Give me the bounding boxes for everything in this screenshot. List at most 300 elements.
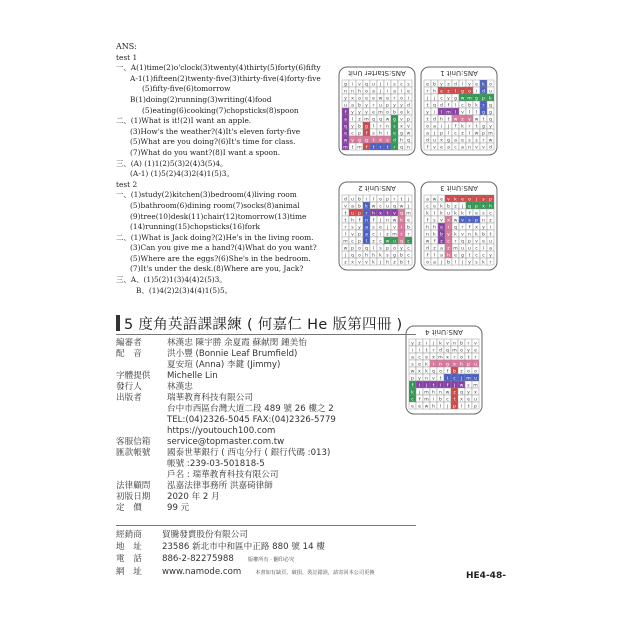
- test2-line: B、(1)4(2)2(3)4(4)1(5)5。: [136, 285, 233, 295]
- colophon-value: TEL:(04)2326-5045 FAX:(04)2326-5779: [167, 415, 336, 425]
- test1-line: 二、(1)What is it!(2)I want an apple.: [116, 116, 252, 126]
- puzzle-letter: l: [433, 253, 436, 259]
- puzzle-letter: r: [365, 211, 368, 217]
- puzzle-letter: z: [433, 246, 436, 252]
- puzzle-letter: r: [467, 341, 470, 347]
- test1-line: (A-1) (1)5(2)4(3)2(4)1(5)3。: [130, 169, 234, 179]
- puzzle-letter: m: [446, 110, 451, 116]
- puzzle-letter: u: [393, 239, 396, 245]
- puzzle-letter: a: [351, 103, 354, 109]
- puzzle-letter: q: [489, 117, 492, 123]
- puzzle-letter: g: [461, 253, 464, 259]
- puzzle-letter: q: [432, 369, 435, 375]
- puzzle-letter: r: [407, 232, 410, 238]
- puzzle-letter: p: [386, 197, 389, 203]
- puzzle-letter: w: [385, 117, 390, 123]
- puzzle-letter: h: [447, 253, 450, 259]
- puzzle-letter: a: [372, 89, 375, 95]
- puzzle-letter: i: [447, 225, 450, 231]
- puzzle-letter: h: [426, 225, 429, 231]
- colophon-row: [116, 349, 336, 360]
- puzzle-letter: l: [475, 110, 478, 116]
- puzzle-letter: z: [454, 204, 457, 210]
- puzzle-letter: a: [426, 197, 429, 203]
- puzzle-letter: o: [358, 96, 361, 102]
- puzzle-letter: s: [475, 138, 478, 144]
- puzzle-letter: q: [454, 225, 457, 231]
- puzzle-letter: h: [372, 211, 375, 217]
- puzzle-letter: h: [489, 204, 492, 210]
- puzzle-letter: q: [460, 390, 463, 396]
- puzzle-letter: n: [386, 218, 389, 224]
- colophon: [116, 338, 336, 514]
- puzzle-letter: e: [433, 204, 436, 210]
- puzzle-letter: v: [432, 376, 435, 382]
- puzzle-letter: z: [440, 239, 443, 245]
- puzzle-letter: o: [489, 82, 492, 88]
- puzzle-letter: n: [344, 89, 347, 95]
- puzzle-letter: w: [343, 138, 348, 144]
- puzzle-letter: p: [358, 131, 361, 137]
- publisher-label: 網 址: [116, 567, 142, 577]
- puzzle-grid-svg: [338, 181, 416, 271]
- puzzle-letter: c: [379, 204, 382, 210]
- colophon-value: 台中市西區台灣大道二段 489 號 26 樓之 2: [167, 404, 334, 414]
- puzzle-letter: k: [482, 82, 485, 88]
- puzzle-letter: q: [379, 117, 382, 123]
- puzzle-letter: g: [446, 362, 449, 368]
- puzzle-letter: o: [386, 110, 389, 116]
- puzzle-letter: o: [358, 246, 361, 252]
- puzzle-letter: f: [365, 131, 368, 137]
- puzzle-letter: u: [489, 89, 492, 95]
- puzzle-letter: j: [379, 260, 382, 266]
- puzzle-letter: i: [439, 383, 442, 389]
- puzzle-letter: g: [489, 110, 492, 116]
- puzzle-letter: l: [482, 246, 485, 252]
- puzzle-letter: i: [365, 197, 368, 203]
- puzzle-letter: y: [358, 225, 361, 231]
- colophon-row: [116, 459, 336, 470]
- puzzle-letter: h: [400, 138, 403, 144]
- puzzle-letter: g: [482, 110, 485, 116]
- puzzle-letter: u: [379, 103, 382, 109]
- puzzle-letter: x: [475, 225, 478, 231]
- puzzle-letter: j: [344, 253, 347, 259]
- puzzle-letter: z: [447, 89, 450, 95]
- puzzle-letter: a: [440, 246, 443, 252]
- puzzle-letter: p: [358, 211, 361, 217]
- puzzle-letter: j: [407, 204, 410, 210]
- puzzle-letter: t: [386, 211, 389, 217]
- puzzle-letter: k: [400, 218, 403, 224]
- colophon-label: 編審者: [116, 338, 142, 348]
- puzzle-letter: o: [426, 124, 429, 130]
- colophon-label: 定 價: [116, 503, 142, 513]
- puzzle-letter: h: [432, 390, 435, 396]
- puzzle-letter: c: [489, 211, 492, 217]
- puzzle-letter: v: [440, 218, 443, 224]
- puzzle-letter: m: [467, 96, 472, 102]
- puzzle-letter: o: [426, 260, 429, 266]
- puzzle-letter: a: [461, 145, 464, 151]
- colophon-value: 林漢忠: [167, 382, 193, 392]
- puzzle-letter: a: [440, 253, 443, 259]
- puzzle-letter: o: [379, 197, 382, 203]
- puzzle-letter: l: [433, 211, 436, 217]
- puzzle-letter: i: [432, 397, 435, 403]
- puzzle-letter: c: [407, 253, 410, 259]
- puzzle-letter: e: [440, 89, 443, 95]
- puzzle-letter: l: [372, 124, 375, 130]
- colophon-value: 99 元: [167, 503, 190, 513]
- publisher-value: 23586 新北市中和區中正路 880 號 14 樓: [162, 542, 325, 552]
- publisher-block: [116, 525, 416, 579]
- colophon-label: [116, 415, 167, 426]
- puzzle-letter: d: [344, 197, 347, 203]
- puzzle-letter: v: [393, 225, 396, 231]
- puzzle-letter: v: [433, 145, 436, 151]
- puzzle-letter: y: [426, 110, 429, 116]
- puzzle-letter: o: [474, 369, 477, 375]
- puzzle-letter: v: [393, 211, 396, 217]
- puzzle-letter: d: [426, 246, 429, 252]
- puzzle-letter: x: [432, 355, 435, 361]
- puzzle-letter: l: [372, 197, 375, 203]
- puzzle-letter: j: [461, 260, 464, 266]
- puzzle-letter: y: [467, 348, 470, 354]
- puzzle-letter: a: [433, 260, 436, 266]
- puzzle-letter: u: [474, 376, 477, 382]
- puzzle-letter: r: [454, 239, 457, 245]
- puzzle-letter: z: [461, 131, 464, 137]
- puzzle-letter: n: [425, 376, 428, 382]
- puzzle-letter: e: [393, 131, 396, 137]
- puzzle-letter: i: [400, 225, 403, 231]
- puzzle-letter: n: [468, 145, 471, 151]
- puzzle-letter: y: [365, 103, 368, 109]
- puzzle-letter: b: [407, 225, 410, 231]
- puzzle-letter: k: [461, 124, 464, 130]
- puzzle-letter: r: [400, 232, 403, 238]
- test1-line: 一、A(1)time(2)o'clock(3)twenty(4)thirty(5)forty(6)fifty: [116, 63, 321, 73]
- puzzle-letter: f: [468, 211, 471, 217]
- colophon-label: 初版日期: [116, 492, 151, 502]
- puzzle-letter: o: [365, 89, 368, 95]
- puzzle-letter: t: [372, 145, 375, 151]
- puzzle-letter: l: [400, 89, 403, 95]
- puzzle-letter: y: [400, 103, 403, 109]
- puzzle-letter: o: [393, 246, 396, 252]
- puzzle-letter: p: [386, 246, 389, 252]
- puzzle-letter: f: [426, 218, 429, 224]
- puzzle-letter: d: [426, 138, 429, 144]
- puzzle-letter: o: [400, 96, 403, 102]
- puzzle-letter: z: [418, 341, 421, 347]
- puzzle-letter: g: [358, 138, 361, 144]
- puzzle-letter: y: [468, 117, 471, 123]
- puzzle-letter: s: [475, 260, 478, 266]
- puzzle-letter: m: [343, 239, 348, 245]
- puzzle-letter: e: [344, 131, 347, 137]
- colophon-label: 法律顧問: [116, 481, 151, 491]
- puzzle-letter: k: [425, 369, 428, 375]
- puzzle-letter: y: [351, 110, 354, 116]
- puzzle-letter: l: [440, 110, 443, 116]
- puzzle-letter: i: [386, 89, 389, 95]
- puzzle-letter: b: [453, 369, 456, 375]
- puzzle-letter: j: [407, 197, 410, 203]
- puzzle-letter: w: [459, 383, 464, 389]
- puzzle-letter: w: [406, 131, 411, 137]
- puzzle-letter: m: [488, 131, 493, 137]
- puzzle-letter: u: [447, 211, 450, 217]
- puzzle-letter: f: [447, 103, 450, 109]
- puzzle-letter: t: [447, 117, 450, 123]
- puzzle-letter: q: [393, 204, 396, 210]
- puzzle-letter: z: [447, 82, 450, 88]
- puzzle-letter: n: [351, 89, 354, 95]
- test1-line: B(1)doing(2)running(3)writing(4)food: [130, 94, 272, 104]
- publisher-value: www.namode.com: [162, 567, 242, 577]
- puzzle-letter: u: [351, 211, 354, 217]
- puzzle-letter: k: [365, 204, 368, 210]
- puzzle-letter: y: [351, 138, 354, 144]
- colophon-value: https://youtouch100.com: [167, 426, 276, 436]
- puzzle-letter: i: [475, 89, 478, 95]
- puzzle-letter: p: [482, 96, 485, 102]
- puzzle-unit-2: [338, 181, 416, 271]
- puzzle-letter: y: [393, 103, 396, 109]
- puzzle-letter: t: [439, 376, 442, 382]
- colophon-value: 瑞華教育科技有限公司: [167, 393, 253, 403]
- puzzle-letter: h: [432, 404, 435, 410]
- puzzle-letter: n: [426, 232, 429, 238]
- colophon-row: [116, 426, 336, 437]
- puzzle-letter: g: [475, 96, 478, 102]
- puzzle-letter: x: [446, 355, 449, 361]
- puzzle-letter: n: [439, 362, 442, 368]
- puzzle-letter: k: [439, 341, 442, 347]
- puzzle-letter: w: [453, 117, 458, 123]
- puzzle-letter: p: [351, 246, 354, 252]
- puzzle-grid-svg: [338, 66, 416, 156]
- colophon-row: [116, 360, 336, 371]
- puzzle-letter: c: [400, 82, 403, 88]
- colophon-value: 2020 年 2 月: [167, 492, 220, 502]
- puzzle-letter: d: [393, 138, 396, 144]
- puzzle-starter-unit: [338, 66, 416, 156]
- puzzle-letter: e: [400, 110, 403, 116]
- puzzle-letter: v: [482, 145, 485, 151]
- puzzle-letter: t: [407, 260, 410, 266]
- colophon-row: [116, 371, 336, 382]
- puzzle-label: ANS:Unit 4: [425, 328, 463, 336]
- puzzle-letter: d: [440, 103, 443, 109]
- puzzle-letter: d: [433, 117, 436, 123]
- puzzle-letter: g: [365, 124, 368, 130]
- puzzle-letter: p: [440, 131, 443, 137]
- puzzle-letter: e: [425, 355, 428, 361]
- puzzle-letter: c: [426, 204, 429, 210]
- puzzle-letter: p: [474, 404, 477, 410]
- puzzle-letter: s: [482, 197, 485, 203]
- test2-line: (5)bathroom(6)dining room(7)socks(8)animal: [130, 200, 300, 210]
- puzzle-letter: u: [474, 397, 477, 403]
- puzzle-letter: j: [379, 218, 382, 224]
- puzzle-letter: a: [365, 225, 368, 231]
- puzzle-letter: h: [358, 89, 361, 95]
- puzzle-letter: x: [418, 369, 421, 375]
- puzzle-letter: e: [407, 89, 410, 95]
- puzzle-letter: k: [489, 96, 492, 102]
- puzzle-letter: y: [358, 110, 361, 116]
- puzzle-letter: j: [379, 82, 382, 88]
- puzzle-letter: x: [453, 362, 456, 368]
- puzzle-letter: z: [372, 239, 375, 245]
- puzzle-letter: h: [365, 253, 368, 259]
- colophon-row: [116, 503, 336, 514]
- puzzle-letter: q: [433, 103, 436, 109]
- puzzle-letter: y: [418, 376, 421, 382]
- puzzle-letter: v: [351, 232, 354, 238]
- puzzle-letter: p: [411, 376, 414, 382]
- answers-column: [116, 42, 336, 296]
- puzzle-letter: r: [432, 348, 435, 354]
- puzzle-letter: a: [344, 117, 347, 123]
- puzzle-letter: e: [440, 197, 443, 203]
- puzzle-letter: b: [460, 341, 463, 347]
- puzzle-letter: e: [379, 225, 382, 231]
- puzzle-letter: j: [460, 376, 463, 382]
- puzzle-letter: l: [447, 131, 450, 137]
- puzzle-letter: k: [454, 197, 457, 203]
- puzzle-letter: e: [454, 253, 457, 259]
- puzzle-letter: x: [351, 260, 354, 266]
- puzzle-letter: w: [424, 404, 429, 410]
- colophon-row: [116, 470, 336, 481]
- puzzle-letter: f: [454, 124, 457, 130]
- puzzle-letter: j: [426, 96, 429, 102]
- puzzle-letter: e: [386, 96, 389, 102]
- puzzle-letter: l: [461, 82, 464, 88]
- puzzle-letter: m: [343, 145, 348, 151]
- puzzle-letter: z: [460, 369, 463, 375]
- puzzle-letter: v: [344, 204, 347, 210]
- puzzle-letter: q: [446, 348, 449, 354]
- puzzle-letter: c: [351, 239, 354, 245]
- test1-line: (5)What are you doing?(6)It's time for class.: [130, 137, 296, 147]
- puzzle-letter: x: [447, 218, 450, 224]
- puzzle-letter: z: [461, 117, 464, 123]
- puzzle-letter: s: [468, 138, 471, 144]
- puzzle-letter: k: [440, 204, 443, 210]
- puzzle-letter: c: [475, 246, 478, 252]
- puzzle-letter: n: [365, 218, 368, 224]
- puzzle-letter: b: [439, 397, 442, 403]
- puzzle-letter: f: [446, 369, 449, 375]
- puzzle-letter: q: [468, 204, 471, 210]
- puzzle-letter: e: [467, 397, 470, 403]
- puzzle-letter: k: [454, 211, 457, 217]
- puzzle-letter: u: [386, 204, 389, 210]
- colophon-row: [116, 338, 336, 349]
- puzzle-letter: l: [372, 246, 375, 252]
- puzzle-letter: t: [400, 197, 403, 203]
- puzzle-letter: r: [468, 124, 471, 130]
- puzzle-letter: v: [475, 145, 478, 151]
- publisher-row: [116, 566, 416, 579]
- puzzle-letter: i: [407, 96, 410, 102]
- puzzle-letter: n: [482, 218, 485, 224]
- puzzle-letter: t: [372, 138, 375, 144]
- puzzle-letter: w: [445, 390, 450, 396]
- puzzle-label: ANS:Unit 3: [440, 184, 478, 192]
- colophon-label: [116, 404, 167, 415]
- puzzle-letter: b: [400, 253, 403, 259]
- puzzle-letter: w: [425, 239, 430, 245]
- puzzle-letter: g: [461, 89, 464, 95]
- puzzle-letter: r: [426, 89, 429, 95]
- puzzle-letter: s: [386, 138, 389, 144]
- puzzle-letter: u: [474, 362, 477, 368]
- colophon-value: 帳號 :239-03-501818-5: [167, 459, 265, 469]
- puzzle-letter: r: [393, 197, 396, 203]
- book-title: 5 度角英語課課練 ( 何嘉仁 He 版第四冊 ): [124, 316, 403, 333]
- puzzle-letter: m: [424, 390, 429, 396]
- puzzle-letter: f: [433, 239, 436, 245]
- colophon-value: service@topmaster.com.tw: [167, 437, 285, 447]
- puzzle-letter: p: [386, 103, 389, 109]
- puzzle-letter: i: [411, 348, 414, 354]
- puzzle-letter: m: [473, 383, 478, 389]
- puzzle-letter: q: [372, 117, 375, 123]
- puzzle-letter: x: [351, 96, 354, 102]
- puzzle-letter: f: [426, 253, 429, 259]
- puzzle-letter: d: [489, 145, 492, 151]
- puzzle-letter: j: [453, 383, 456, 389]
- puzzle-letter: p: [358, 239, 361, 245]
- puzzle-letter: v: [474, 341, 477, 347]
- puzzle-letter: e: [440, 225, 443, 231]
- puzzle-letter: l: [454, 110, 457, 116]
- puzzle-letter: r: [474, 355, 477, 361]
- puzzle-letter: l: [365, 239, 368, 245]
- puzzle-letter: f: [358, 218, 361, 224]
- test2-label: test 2: [116, 179, 138, 189]
- colophon-row: [116, 448, 336, 459]
- test2-line: (14)running(15)chopsticks(16)fork: [130, 222, 260, 232]
- colophon-value: 國泰世華銀行 ( 西屯分行 ( 銀行代碼 :013): [167, 448, 331, 458]
- puzzle-letter: s: [372, 225, 375, 231]
- puzzle-letter: b: [393, 110, 396, 116]
- puzzle-letter: o: [460, 348, 463, 354]
- puzzle-letter: e: [365, 96, 368, 102]
- puzzle-letter: y: [411, 341, 414, 347]
- colophon-label: 發行人: [116, 382, 142, 392]
- puzzle-letter: w: [371, 204, 376, 210]
- puzzle-letter: f: [411, 383, 414, 389]
- puzzle-letter: v: [447, 197, 450, 203]
- puzzle-letter: b: [468, 103, 471, 109]
- colophon-value: 泓嘉法律事務所 洪嘉碕律師: [167, 481, 273, 491]
- puzzle-letter: z: [447, 246, 450, 252]
- puzzle-letter: r: [393, 145, 396, 151]
- puzzle-letter: k: [379, 253, 382, 259]
- puzzle-letter: v: [461, 232, 464, 238]
- puzzle-letter: l: [439, 404, 442, 410]
- puzzle-letter: s: [467, 383, 470, 389]
